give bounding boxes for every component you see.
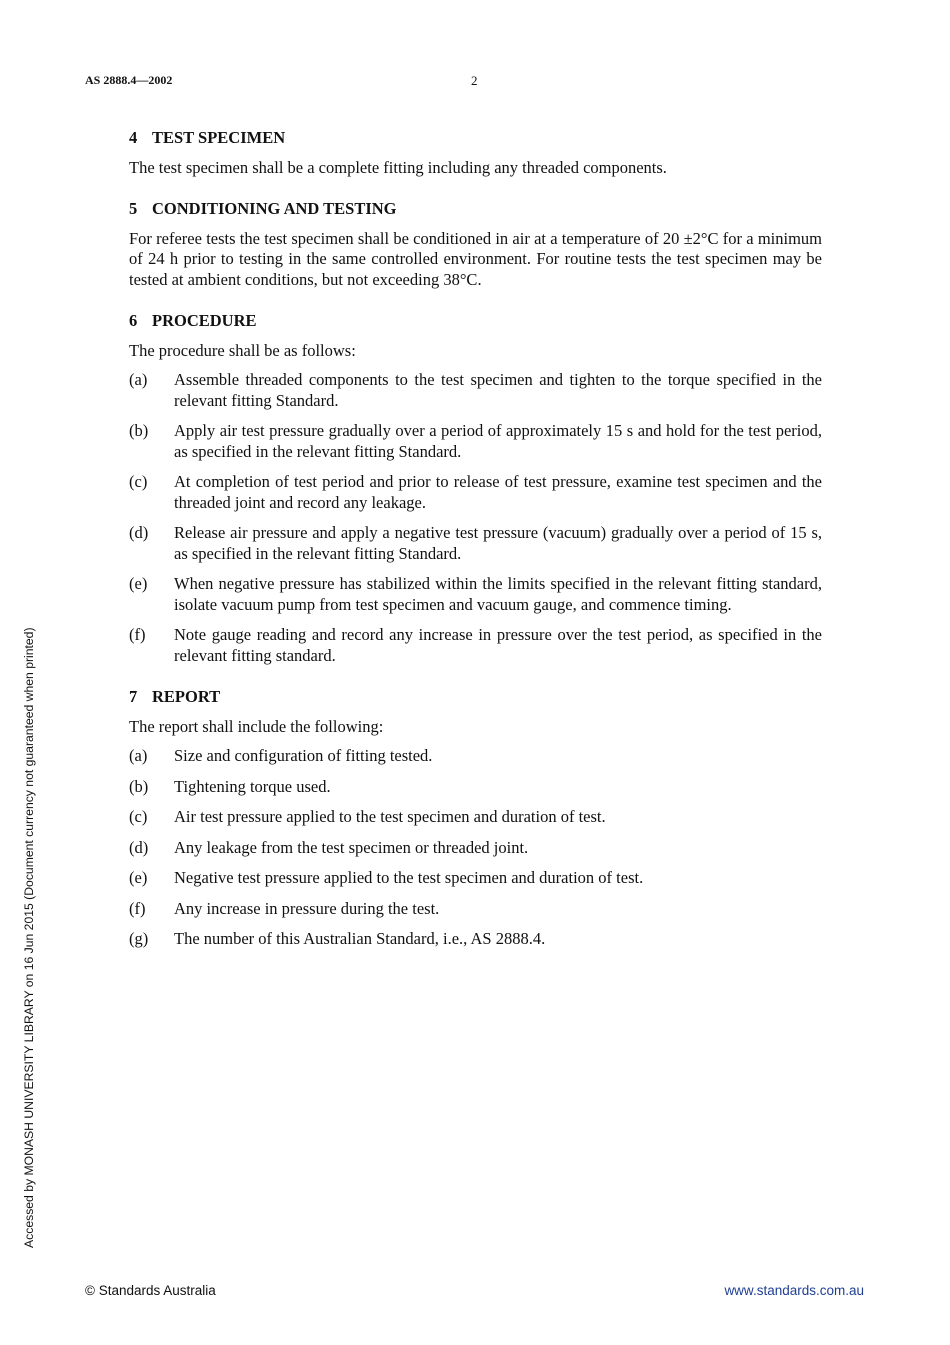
list-item xyxy=(129,574,822,615)
list-item-text: Apply air test pressure gradually over a period of approximately 15 s and hold for the test period, as specified in the relevant fitting Standard. xyxy=(174,421,822,461)
section-test-specimen xyxy=(129,128,822,178)
list-item-label: (b) xyxy=(129,776,149,796)
list-item-label: (e) xyxy=(129,574,148,593)
section-title: CONDITIONING AND TESTING xyxy=(152,199,397,218)
section-number: 6 xyxy=(129,311,138,330)
section-conditioning-and-testing xyxy=(129,199,822,290)
section-report xyxy=(129,687,822,950)
list-item xyxy=(129,868,822,889)
list-item-text: Air test pressure applied to the test specimen and duration of test. xyxy=(174,807,606,826)
page-number: 2 xyxy=(471,73,478,88)
list-item-label: (b) xyxy=(129,421,149,440)
section-paragraph: The test specimen shall be a complete fitting including any threaded components. xyxy=(129,157,667,177)
list-item-label: (d) xyxy=(129,523,149,542)
list-item-text: The number of this Australian Standard, i.e., AS 2888.4. xyxy=(174,929,546,948)
section-heading xyxy=(129,128,822,149)
list-item xyxy=(129,625,822,666)
section-title: REPORT xyxy=(152,687,221,706)
section-title: TEST SPECIMEN xyxy=(152,128,286,147)
list-item-label: (c) xyxy=(129,472,148,491)
list-item-label: (a) xyxy=(129,370,148,389)
list-item xyxy=(129,807,822,828)
section-paragraph: For referee tests the test specimen shall be conditioned in air at a temperature of 20 ±2°C for a minimum of 24 h prior to testing in the same controlled environment. For routine tests the test specimen may be tested at ambient conditions, but not exceeding 38°C. xyxy=(129,228,822,289)
document-body xyxy=(129,128,822,971)
list-item xyxy=(129,523,822,564)
list-item-label: (c) xyxy=(129,807,148,826)
footer-website-link[interactable]: www.standards.com.au xyxy=(724,1283,864,1298)
list-item-text: Negative test pressure applied to the test specimen and duration of test. xyxy=(174,868,644,887)
list-item xyxy=(129,899,822,920)
section-intro: The procedure shall be as follows: xyxy=(129,340,356,360)
list-item-label: (a) xyxy=(129,746,148,765)
list-item-text: Any leakage from the test specimen or threaded joint. xyxy=(174,837,529,857)
list-item xyxy=(129,746,822,767)
list-item-label: (d) xyxy=(129,837,149,857)
list-item-text: When negative pressure has stabilized within the limits specified in the relevant fitting standard, isolate vacuum pump from test specimen and vacuum gauge, and commence timing. xyxy=(174,574,822,614)
list-item-text: Any increase in pressure during the test. xyxy=(174,898,440,918)
list-item xyxy=(129,777,822,798)
section-heading xyxy=(129,687,822,708)
list-item xyxy=(129,929,822,950)
list-item-text: Assemble threaded components to the test specimen and tighten to the torque specified in the relevant fitting Standard. xyxy=(174,370,822,410)
section-number: 4 xyxy=(129,128,138,147)
list-item-label: (f) xyxy=(129,898,146,918)
list-item-text: Size and configuration of fitting tested. xyxy=(174,746,433,765)
list-item-label: (e) xyxy=(129,868,148,887)
access-watermark-note: Accessed by MONASH UNIVERSITY LIBRARY on 16 Jun 2015 (Document currency not guaranteed when printed) xyxy=(22,627,36,1248)
list-item xyxy=(129,472,822,513)
list-item-label: (f) xyxy=(129,625,146,644)
list-item xyxy=(129,421,822,462)
section-intro: The report shall include the following: xyxy=(129,716,384,736)
section-number: 5 xyxy=(129,199,138,218)
section-title: PROCEDURE xyxy=(152,311,257,330)
document-id: AS 2888.4—2002 xyxy=(85,73,173,87)
section-heading xyxy=(129,199,822,220)
section-heading xyxy=(129,311,822,332)
list-item-text: Release air pressure and apply a negative test pressure (vacuum) gradually over a period of 15 s, as specified in the relevant fitting Standard. xyxy=(174,523,822,563)
list-item-text: Tightening torque used. xyxy=(174,776,331,796)
footer-copyright: © Standards Australia xyxy=(85,1283,216,1298)
list-item xyxy=(129,838,822,859)
list-item-label: (g) xyxy=(129,929,149,948)
section-number: 7 xyxy=(129,687,138,706)
section-procedure xyxy=(129,311,822,666)
list-item-text: Note gauge reading and record any increase in pressure over the test period, as specified in the relevant fitting standard. xyxy=(174,625,822,665)
list-item-text: At completion of test period and prior to release of test pressure, examine test specimen and the threaded joint and record any leakage. xyxy=(174,472,822,512)
list-item xyxy=(129,370,822,411)
